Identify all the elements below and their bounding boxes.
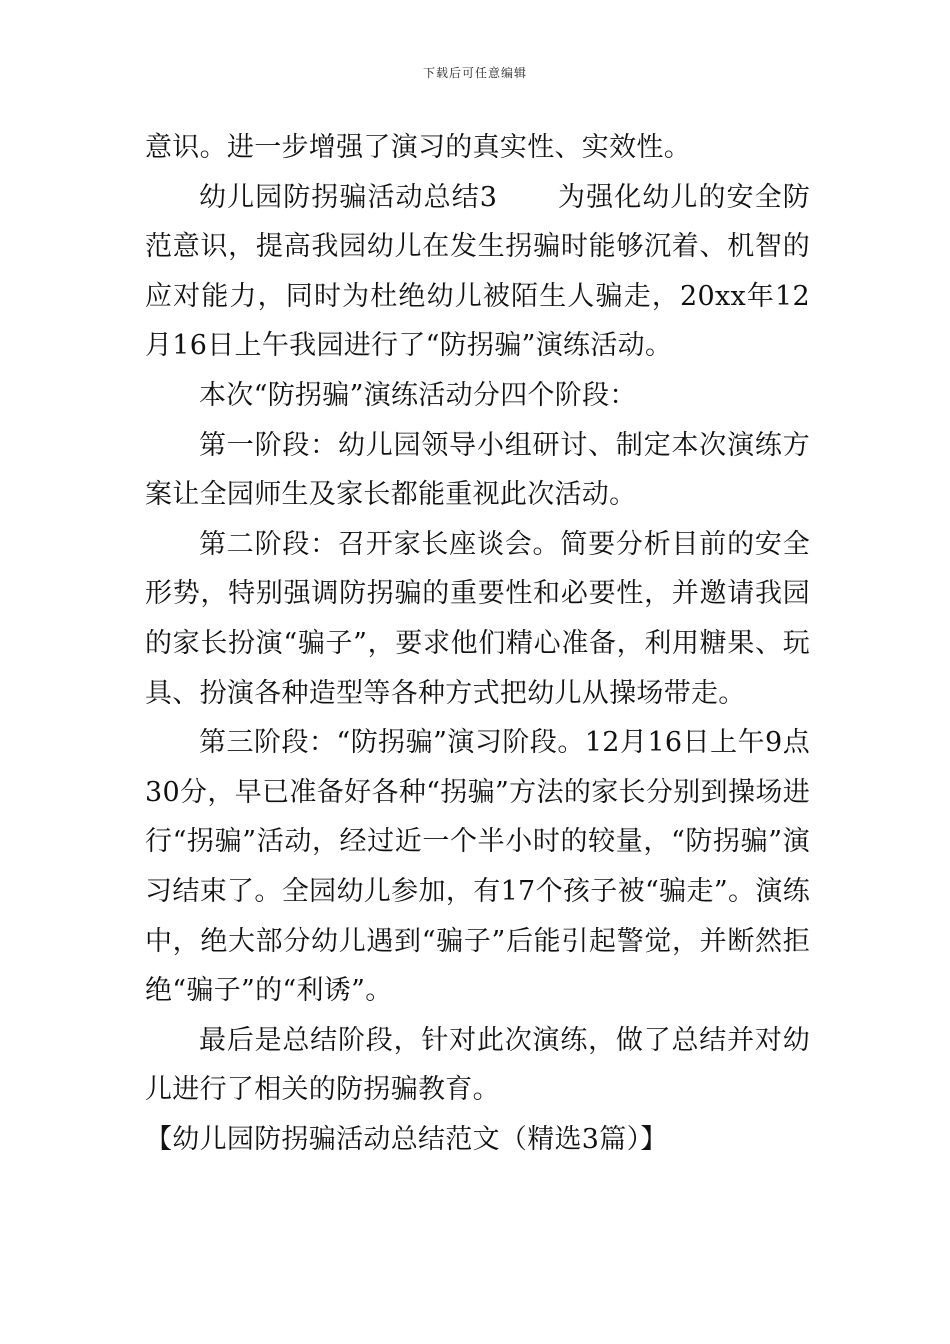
paragraph-summary-3 — [145, 173, 810, 371]
paragraph-stage-2: 第二阶段：召开家长座谈会。简要分析目前的安全形势，特别强调防拐骗的重要性和必要性，并邀请我园的家长扮演“骗子”，要求他们精心准备，利用糖果、玩具、扮演各种造型等各种方式把幼儿从操场带走。 — [145, 528, 810, 709]
paragraph-stage-1: 第一阶段：幼儿园领导小组研讨、制定本次演练方案让全园师生及家长都能重视此次活动。 — [145, 429, 810, 511]
paragraph-final-stage: 最后是总结阶段，针对此次演练，做了总结并对幼儿进行了相关的防拐骗教育。 — [145, 1024, 810, 1106]
section-heading: 幼儿园防拐骗活动总结3 — [199, 181, 498, 213]
page-header: 下载后可任意编辑 — [422, 66, 527, 80]
document-footer-title: 【幼儿园防拐骗活动总结范文（精选3篇）】 — [145, 1123, 668, 1155]
paragraph-stage-3: 第三阶段：“防拐骗”演习阶段。12月16日上午9点30分，早已准备好各种“拐骗”方法的家长分别到操场进行“拐骗”活动，经过近一个半小时的较量，“防拐骗”演习结束了。全园幼儿参加，有17个孩子被“骗走”。演练中，绝大部分幼儿遇到“骗子”后能引起警觉，并断然拒绝“骗子”的“利诱”。 — [145, 727, 810, 1007]
paragraph-intro-text: 为强化幼儿的安全防范意识，提高我园幼儿在发生拐骗时能够沉着、机智的应对能力，同时为杜绝幼儿被陌生人骗走，20xx年12月16日上午我园进行了“防拐骗”演练活动。 — [145, 181, 810, 362]
paragraph-stages-intro: 本次“防拐骗”演练活动分四个阶段： — [199, 379, 637, 411]
paragraph-continuation: 意识。进一步增强了演习的真实性、实效性。 — [145, 132, 691, 163]
document-body — [145, 123, 810, 1164]
